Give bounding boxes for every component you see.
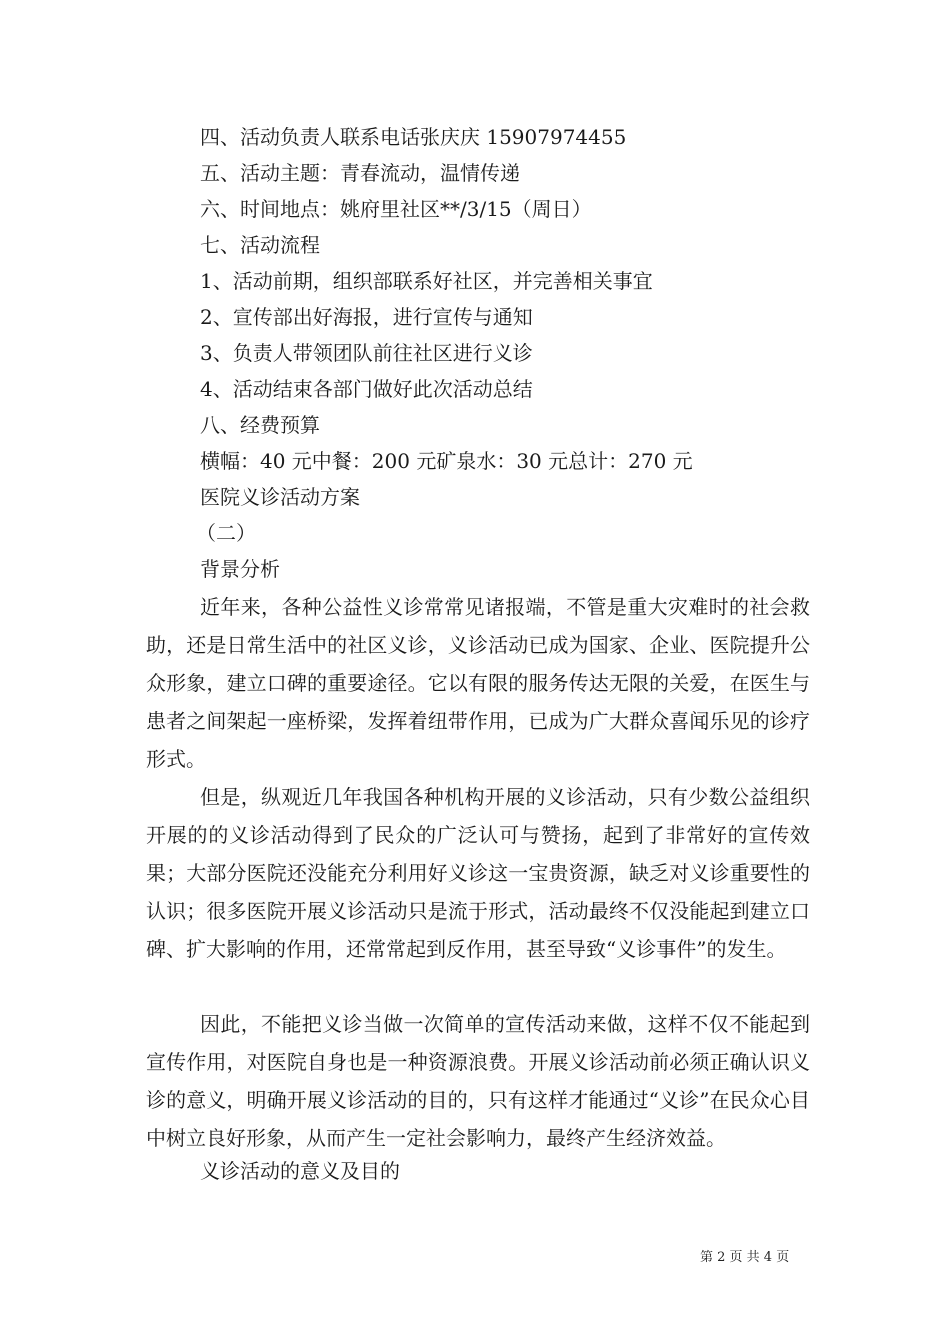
text-line: 4、活动结束各部门做好此次活动总结: [200, 377, 533, 401]
paragraph: 近年来，各种公益性义诊常常见诸报端，不管是重大灾难时的社会救助，还是日常生活中的社区义诊，义诊活动已成为国家、企业、医院提升公众形象，建立口碑的重要途径。它以有限的服务传达无限的关爱，在医生与患者之间架起一座桥梁，发挥着纽带作用，已成为广大群众喜闻乐见的诊疗形式。: [146, 595, 810, 771]
page-number: 第 2 页 共 4 页: [700, 1250, 790, 1265]
text-line: 六、时间地点：姚府里社区**/3/15（周日）: [200, 197, 592, 221]
text-line: （二）: [196, 521, 256, 545]
text-line: 五、活动主题：青春流动，温情传递: [200, 161, 520, 185]
text-line: 八、经费预算: [200, 413, 320, 437]
paragraph: 因此，不能把义诊当做一次简单的宣传活动来做，这样不仅不能起到宣传作用，对医院自身也是一种资源浪费。开展义诊活动前必须正确认识义诊的意义，明确开展义诊活动的目的，只有这样才能通过“义诊”在民众心目中树立良好形象，从而产生一定社会影响力，最终产生经济效益。: [146, 1012, 810, 1150]
text-line: 医院义诊活动方案: [200, 485, 360, 509]
text-line: 2、宣传部出好海报，进行宣传与通知: [200, 305, 533, 329]
text-line: 七、活动流程: [200, 233, 320, 257]
text-line: 横幅：40 元中餐：200 元矿泉水：30 元总计：270 元: [200, 449, 693, 473]
text-line: 背景分析: [200, 557, 280, 581]
paragraph: 但是，纵观近几年我国各种机构开展的义诊活动，只有少数公益组织开展的的义诊活动得到了民众的广泛认可与赞扬，起到了非常好的宣传效果；大部分医院还没能充分利用好义诊这一宝贵资源，缺乏对义诊重要性的认识；很多医院开展义诊活动只是流于形式，活动最终不仅没能起到建立口碑、扩大影响的作用，还常常起到反作用，甚至导致“义诊事件”的发生。: [146, 785, 810, 961]
section-heading: 义诊活动的意义及目的: [200, 1159, 400, 1183]
text-line: 四、活动负责人联系电话张庆庆 15907974455: [200, 125, 627, 149]
text-line: 3、负责人带领团队前往社区进行义诊: [200, 341, 533, 365]
text-line: 1、活动前期，组织部联系好社区，并完善相关事宜: [200, 269, 653, 293]
